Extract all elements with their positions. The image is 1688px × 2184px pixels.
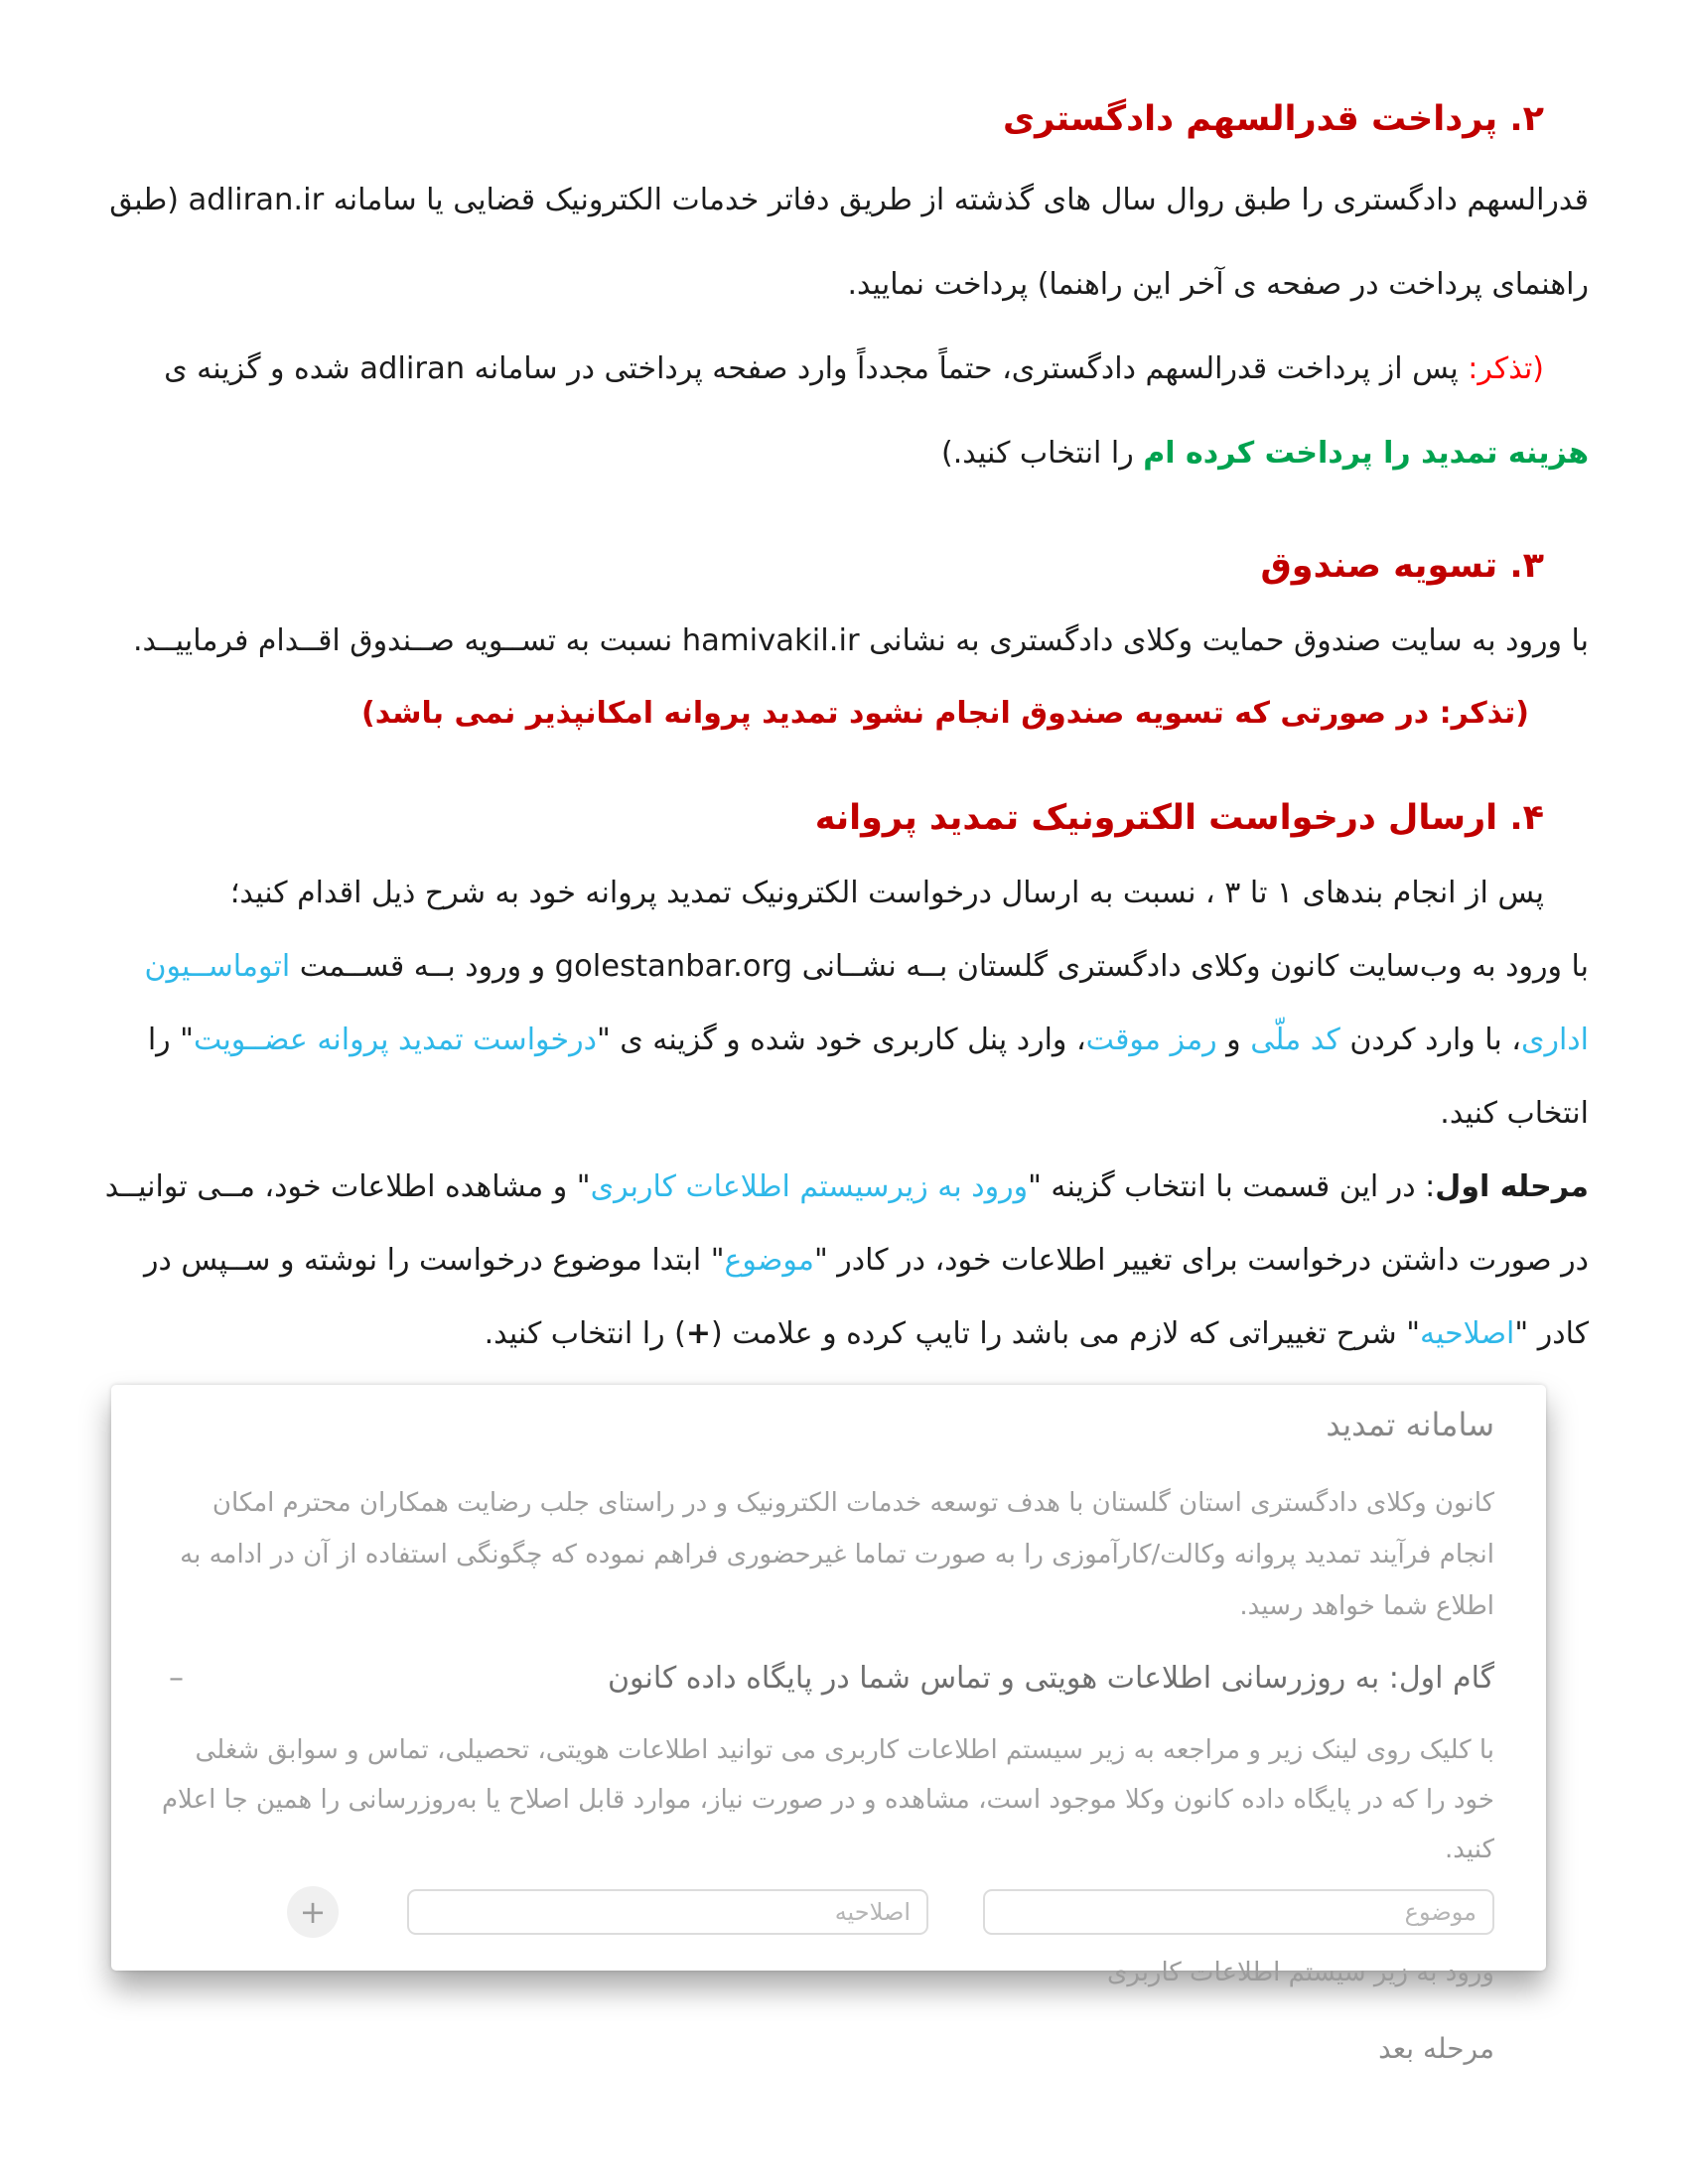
text-segment: + xyxy=(685,1316,711,1351)
text-segment: ، وارد پنل کاربری خود شده و گزینه ی " xyxy=(596,1023,1086,1057)
section-2-heading: ۲. پرداخت قدرالسهم دادگستری xyxy=(1003,99,1544,139)
card-title: سامانه تمدید xyxy=(1326,1406,1494,1443)
text-segment: : در این قسمت با انتخاب گزینه " xyxy=(1028,1169,1436,1204)
text-segment: (تذکر: xyxy=(1468,351,1544,386)
text-segment: رمز موقت xyxy=(1085,1023,1217,1057)
user-info-subsystem-link[interactable]: ورود به زیر سیستم اطلاعات کاربری xyxy=(1107,1958,1494,1987)
text-segment: با ورود به وب‌سایت کانون وکلای دادگستری گلستان بــه نشــانی xyxy=(792,949,1589,984)
renewal-system-screenshot xyxy=(111,1385,1546,2065)
section-4-heading: ۴. ارسال درخواست الکترونیک تمدید پروانه xyxy=(814,798,1544,838)
text-segment: انتخاب کنید. xyxy=(1440,1096,1589,1131)
amendment-input[interactable] xyxy=(407,1889,928,1935)
doc-line xyxy=(99,1004,1589,1077)
text-segment: راهنمای پرداخت در صفحه ی آخر این راهنما) پرداخت نمایید. xyxy=(847,267,1589,302)
text-segment: پس از پرداخت قدرالسهم دادگستری، حتماً مجدداً وارد صفحه پرداختی در سامانه xyxy=(465,351,1469,386)
text-segment: در صورت داشتن درخواست برای تغییر اطلاعات خود، در کادر " xyxy=(813,1243,1589,1278)
text-segment: hamivakil.ir xyxy=(681,623,860,658)
doc-line xyxy=(99,930,1589,1004)
text-segment: اتوماســیون xyxy=(144,949,291,984)
text-segment: اصلاحیه xyxy=(1420,1316,1515,1351)
text-segment: را انتخاب کنید.) xyxy=(940,436,1144,471)
section-3-body xyxy=(99,605,1589,750)
doc-line xyxy=(99,411,1589,495)
step-one-description: با کلیک روی لینک زیر و مراجعه به زیر سیستم اطلاعات کاربری می توانید اطلاعات هویتی، تحصیلی، تماس و سوابق شغلی خود را که در پایگاه داده کانون وکلا موجود است، مشاهده و در صورت نیاز، موارد قابل اصلاح یا به‌روزرسانی را همین جا اعلام کنید. xyxy=(161,1735,1494,1864)
document-content xyxy=(99,94,1589,2065)
text-segment: درخواست تمدید پروانه عضــویت xyxy=(194,1023,597,1057)
text-segment: موضوع xyxy=(724,1243,814,1278)
next-step-label: مرحله بعد xyxy=(1378,2032,1494,2065)
text-segment: " و مشاهده اطلاعات خود، مــی توانیــد xyxy=(104,1169,591,1204)
text-segment: adliran.ir xyxy=(188,183,325,217)
doc-line xyxy=(99,242,1589,327)
text-segment: با ورود به سایت صندوق حمایت وکلای دادگستری به نشانی xyxy=(859,623,1589,658)
text-segment: اداری xyxy=(1521,1023,1589,1057)
doc-line xyxy=(99,1297,1589,1371)
text-segment: (طبق xyxy=(109,183,189,217)
text-segment: (تذکر: در صورتی که تسویه صندوق انجام نشود تمدید پروانه امکانپذیر نمی باشد) xyxy=(361,696,1529,731)
text-segment: و xyxy=(1216,1023,1251,1057)
doc-line xyxy=(99,327,1589,411)
section-4-body xyxy=(99,857,1589,1371)
text-segment: ، با وارد کردن xyxy=(1339,1023,1521,1057)
text-segment: هزینه تمدید را پرداخت کرده ام xyxy=(1143,436,1589,471)
section-3-heading: ۳. تسویه صندوق xyxy=(1260,546,1544,586)
doc-line xyxy=(99,857,1589,930)
card-intro-text: کانون وکلای دادگستری استان گلستان با هدف توسعه خدمات الکترونیک و در راستای جلب رضایت همکاران محترم امکان انجام فرآیند تمدید پروانه وکالت/کارآموزی را به صورت تماما غیرحضوری فراهم نموده که چگونگی استفاده از آن در ادامه به اطلاع شما خواهد رسید. xyxy=(180,1488,1494,1621)
text-segment: و ورود بــه قســمت xyxy=(290,949,555,984)
collapse-minus-icon[interactable]: – xyxy=(169,1661,184,1696)
amendment-form-row xyxy=(161,1886,1494,1938)
text-segment: کادر " xyxy=(1514,1316,1589,1351)
text-segment: ) را انتخاب کنید. xyxy=(484,1316,686,1351)
text-segment: golestanbar.org xyxy=(554,949,793,984)
doc-line xyxy=(99,1151,1589,1224)
add-request-button[interactable] xyxy=(287,1886,339,1938)
doc-line xyxy=(99,1224,1589,1297)
text-segment: مرحله اول xyxy=(1435,1169,1589,1204)
text-segment: پس از انجام بندهای ۱ تا ۳ ، نسبت به ارسال درخواست الکترونیک تمدید پروانه خود به شرح ذیل اقدام کنید؛ xyxy=(229,876,1544,910)
step-one-title: گام اول: به روزرسانی اطلاعات هویتی و تماس شما در پایگاه داده کانون xyxy=(607,1661,1494,1696)
doc-line xyxy=(99,1077,1589,1151)
step-header-row xyxy=(161,1658,1494,1700)
text-segment: " را xyxy=(147,1023,194,1057)
text-segment: ورود به زیرسیستم اطلاعات کاربری xyxy=(590,1169,1029,1204)
doc-line xyxy=(99,158,1589,242)
plus-icon: + xyxy=(299,1893,327,1931)
text-segment: adliran xyxy=(359,351,466,386)
text-segment: کد ملّی xyxy=(1250,1023,1340,1057)
doc-line xyxy=(99,605,1589,677)
text-segment: قدرالسهم دادگستری را طبق روال سال های گذشته از طریق دفاتر خدمات الکترونیک قضایی یا سامانه xyxy=(324,183,1589,217)
text-segment: نسبت به تســویه صــندوق اقــدام فرماییــد. xyxy=(132,623,682,658)
subject-input[interactable] xyxy=(983,1889,1494,1935)
doc-line xyxy=(99,677,1589,750)
text-segment: " ابتدا موضوع درخواست را نوشته و ســپس در xyxy=(144,1243,725,1278)
text-segment: " شرح تغییراتی که لازم می باشد را تایپ کرده و علامت ( xyxy=(711,1316,1420,1351)
section-2-body xyxy=(99,158,1589,495)
text-segment: شده و گزینه ی xyxy=(164,351,360,386)
